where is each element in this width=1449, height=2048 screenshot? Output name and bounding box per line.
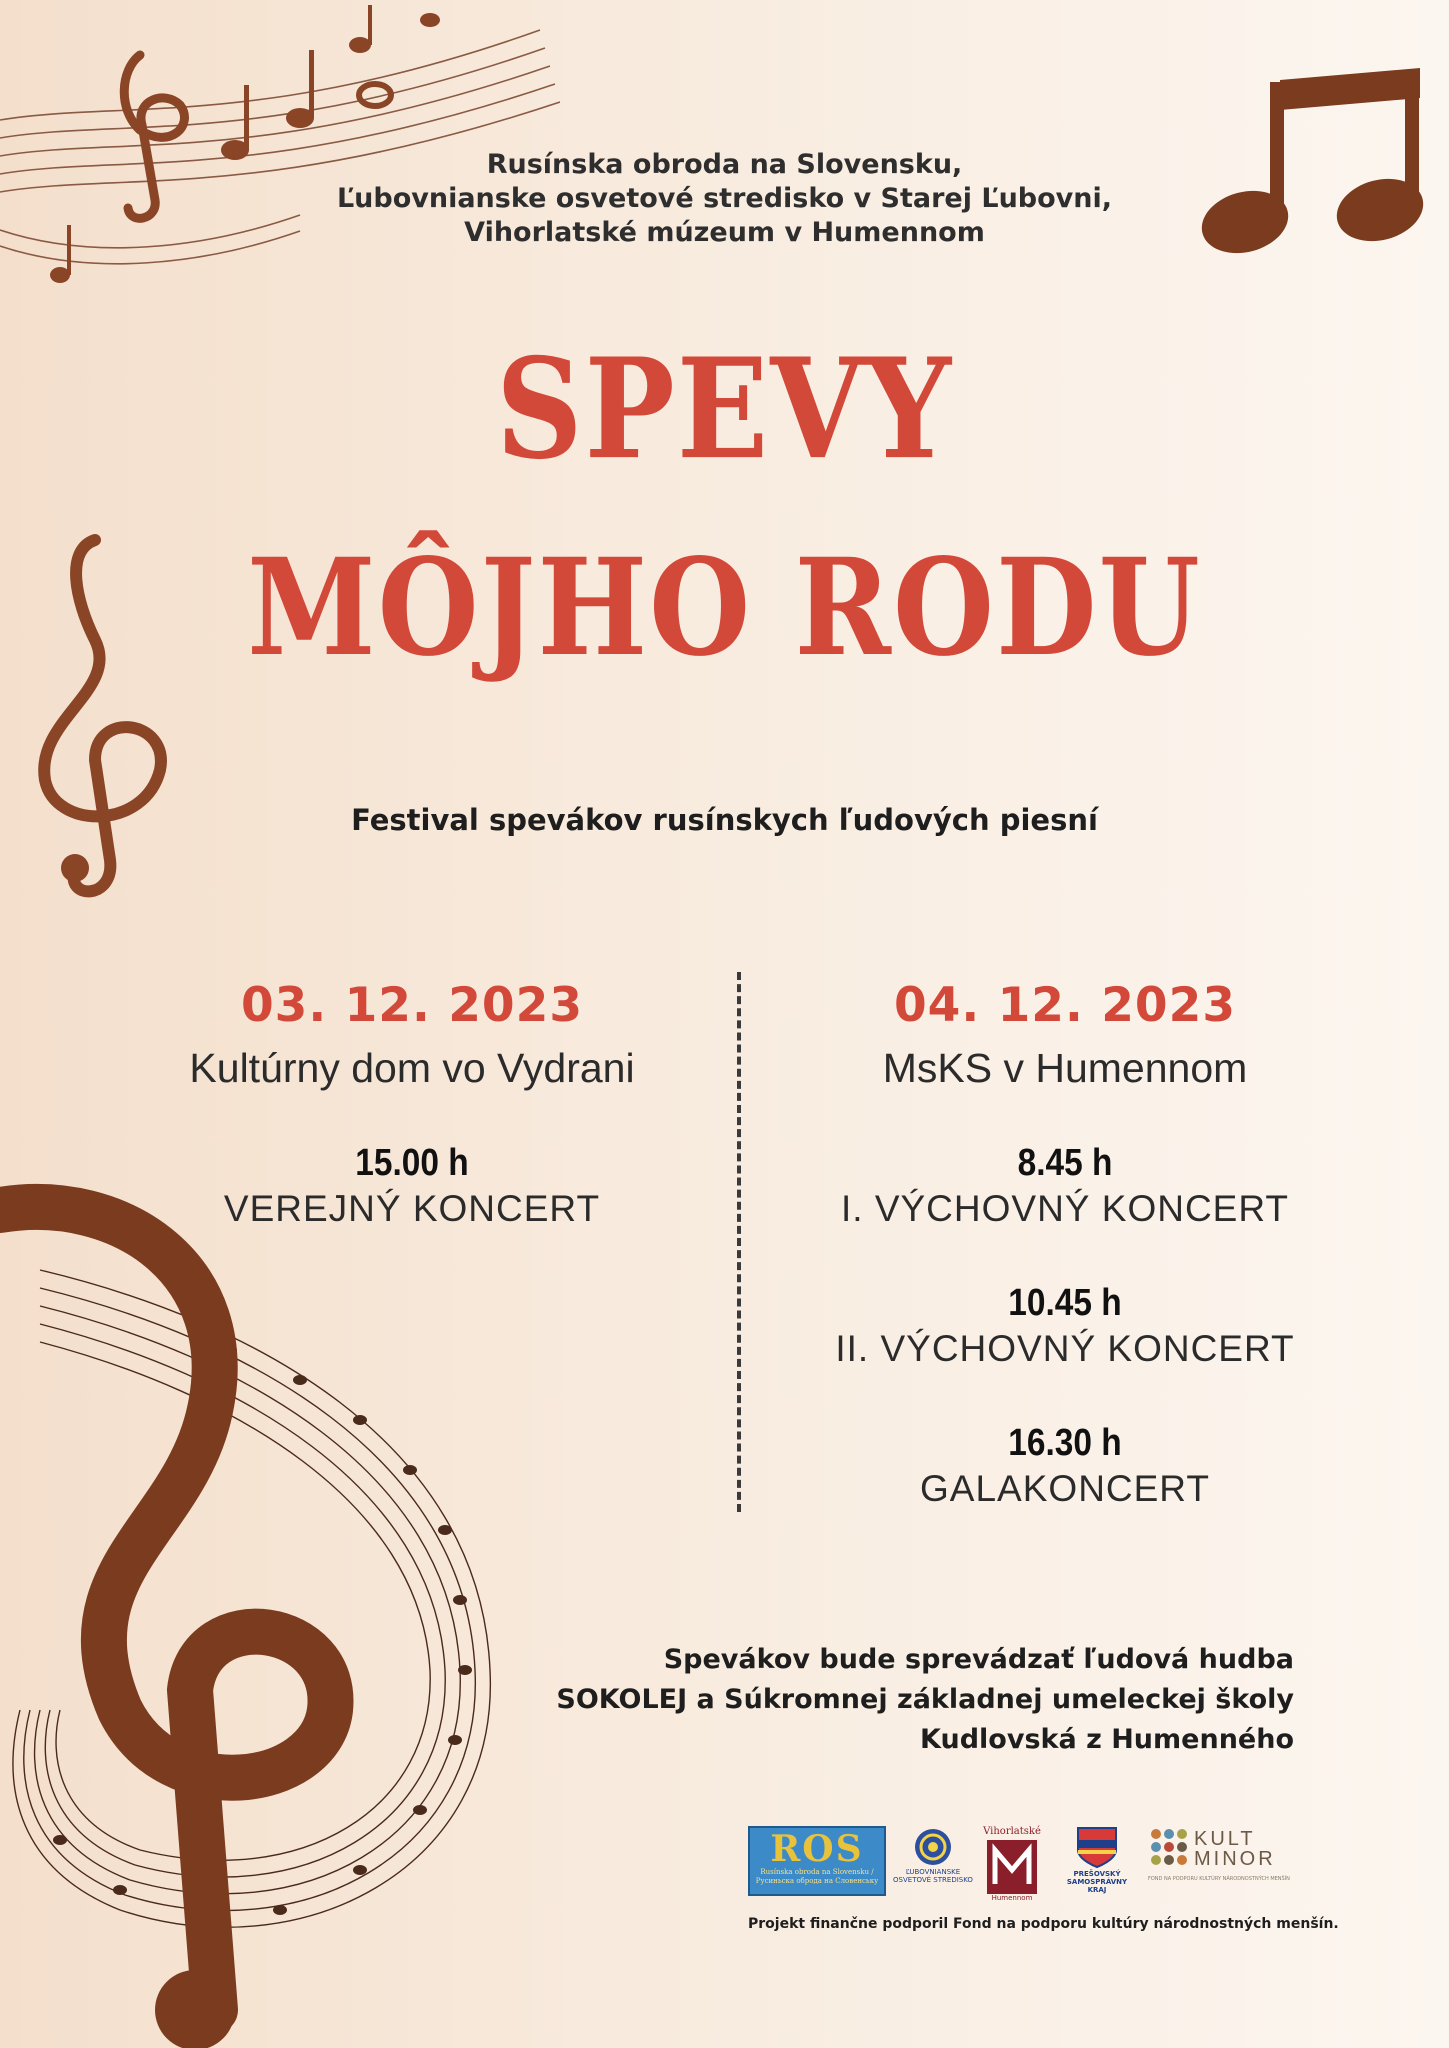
vihorlatske-logo-subtitle: múzeum v Humennom	[991, 1886, 1033, 1902]
event-column-left	[132, 975, 692, 1232]
schedule-slot	[132, 1140, 692, 1232]
accompaniment-line: Spevákov bude sprevádzať ľudová hudba	[663, 1644, 1294, 1675]
festival-title-line-2: MÔJHO RODU	[247, 529, 1202, 687]
ros-logo-subtitle: Rusínska obroda na Slovensku / Русиньска обрoда на Словенську	[755, 1868, 879, 1885]
kult-minor-tagline: FOND NA PODPORU KULTÚRY NÁRODNOSTNÝCH MENŠÍN	[1148, 1876, 1290, 1882]
ros-logo-word: ROS	[770, 1828, 864, 1870]
vihorlatske-muzeum-logo	[981, 1826, 1043, 1902]
presovsky-samospravny-kraj-logo	[1066, 1826, 1128, 1896]
slot-time: 15.00 h	[355, 1142, 469, 1184]
schedule-slot	[785, 1140, 1345, 1232]
organizer-line: Rusínska obroda na Slovensku,	[486, 149, 963, 180]
organizer-line: Ľubovnianske osvetové stredisko v Starej Ľubovni,	[336, 183, 1113, 214]
festival-title-line-1: SPEVY	[495, 328, 954, 491]
kult-minor-word-1: KULT	[1194, 1828, 1256, 1850]
disc-emblem-icon	[898, 1826, 968, 1868]
slot-time: 8.45 h	[1017, 1142, 1113, 1184]
schedule-slot	[785, 1420, 1345, 1512]
coat-of-arms-icon	[1070, 1826, 1124, 1868]
slot-time: 16.30 h	[1008, 1422, 1122, 1464]
festival-subtitle: Festival spevákov rusínskych ľudových piesní	[351, 803, 1098, 837]
slot-name: GALAKONCERT	[920, 1468, 1210, 1509]
schedule-slot	[785, 1280, 1345, 1372]
slot-time: 10.45 h	[1008, 1282, 1122, 1324]
vihorlatske-logo-title: Vihorlatské	[983, 1826, 1041, 1837]
partner-logos	[748, 1826, 1308, 1906]
kult-minor-logo	[1148, 1826, 1298, 1896]
column-divider	[737, 972, 741, 1512]
accompaniment-line: SOKOLEJ a Súkromnej základnej umeleckej školy	[556, 1684, 1294, 1715]
funding-note: Projekt finančne podporil Fond na podporu kultúry národnostných menšín.	[748, 1916, 1339, 1932]
slot-name: VEREJNÝ KONCERT	[223, 1188, 601, 1229]
event-date: 03. 12. 2023	[240, 978, 584, 1033]
slot-name: II. VÝCHOVNÝ KONCERT	[835, 1328, 1295, 1369]
accompaniment-note	[556, 1640, 1294, 1760]
lubovnianske-osvetove-stredisko-logo	[893, 1826, 973, 1896]
accompaniment-line: Kudlovská z Humenného	[920, 1724, 1294, 1755]
ros-logo	[748, 1826, 886, 1896]
presovsky-logo-text: PREŠOVSKÝ SAMOSPRÁVNY KRAJ	[1066, 1870, 1128, 1894]
lubovnianske-logo-text: ĽUBOVNIANSKE OSVETOVÉ STREDISKO	[893, 1868, 973, 1884]
organizers-list	[0, 148, 1449, 250]
large-clef-staff-swirl-decoration	[0, 1150, 560, 2048]
event-venue: MsKS v Humennom	[882, 1045, 1248, 1091]
kult-minor-word-2: MINOR	[1194, 1848, 1276, 1870]
slot-name: I. VÝCHOVNÝ KONCERT	[840, 1188, 1289, 1229]
organizer-line: Vihorlatské múzeum v Humennom	[464, 217, 985, 248]
event-date: 04. 12. 2023	[893, 978, 1237, 1033]
kult-minor-pattern-icon	[1148, 1826, 1190, 1868]
event-venue: Kultúrny dom vo Vydrani	[189, 1045, 635, 1091]
event-column-right	[785, 975, 1345, 1512]
